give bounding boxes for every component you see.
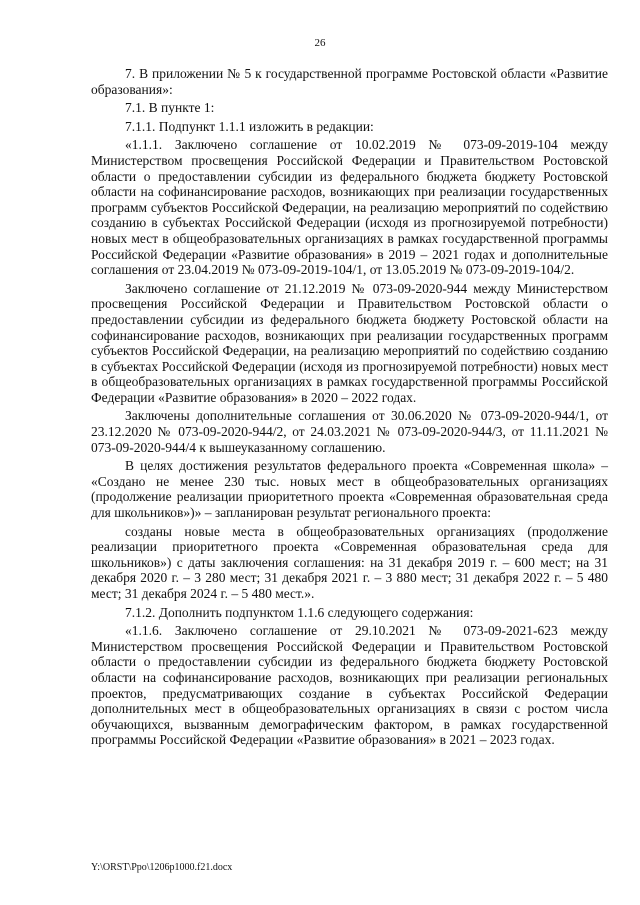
paragraph: «1.1.6. Заключено соглашение от 29.10.2021 № 073-09-2021-623 между Министерством просвещения Российской Федерации и Правительством Ростовской области о предоставлении субсидии из федерального бюджета бюджету Ростовской области на софинансирование расходов, возникающих при реализации региональных проектов, предусматривающих создание в субъектах Российской Федерации дополнительных мест в общеобразовательных организациях в связи с ростом числа обучающихся, вызванным демографическим фактором, в рамках государственной программы Российской Федерации «Развитие образования» в 2021 – 2023 годах. xyxy=(91,623,608,748)
paragraph: созданы новые места в общеобразовательных организациях (продолжение реализации приоритетного проекта «Современная образовательная среда для школьников») с даты заключения соглашения: на 31 декабря 2019 г. – 600 мест; на 31 декабря 2020 г. – 3 280 мест; 31 декабря 2021 г. – 3 880 мест; 31 декабря 2022 г. – 5 480 мест; 31 декабря 2024 г. – 5 480 мест.». xyxy=(91,523,608,601)
paragraph: 7.1.1. Подпункт 1.1.1 изложить в редакции: xyxy=(125,118,374,134)
paragraph: 7.1.2. Дополнить подпунктом 1.1.6 следующего содержания: xyxy=(125,604,474,620)
paragraph: Заключено соглашение от 21.12.2019 № 073-09-2020-944 между Министерством просвещения Российской Федерации и Правительством Ростовской области о предоставлении субсидии из федерального бюджета бюджету Ростовской области на софинансирование расходов, возникающих при реализации государственных программ субъектов Российской Федерации, на реализацию мероприятий по содействию созданию в субъектах Российской Федерации (исходя из прогнозируемой потребности) новых мест в общеобразовательных организациях в рамках государственной программы Российской Федерации «Развитие образования» в 2020 – 2022 годах. xyxy=(91,280,608,405)
file-path-footer: Y:\ORST\Ppo\1206p1000.f21.docx xyxy=(91,862,233,873)
paragraph: В целях достижения результатов федерального проекта «Современная школа» – «Создано не менее 230 тыс. новых мест в общеобразовательных организациях (продолжение реализации приоритетного проекта «Современная образовательная среда для школьников»)» – запланирован результат регионального проекта: xyxy=(91,458,608,521)
paragraph: Заключены дополнительные соглашения от 30.06.2020 № 073-09-2020-944/1, от 23.12.2020 № 073-09-2020-944/2, от 24.03.2021 № 073-09-2020-944/3, от 11.11.2021 № 073-09-2020-944/4 к вышеуказанному соглашению. xyxy=(91,408,608,455)
paragraph: «1.1.1. Заключено соглашение от 10.02.2019 № 073-09-2019-104 между Министерством просвещения Российской Федерации и Правительством Ростовской области о предоставлении субсидии из федерального бюджета бюджету Ростовской области на софинансирование расходов, возникающих при реализации государственных программ субъектов Российской Федерации, на реализацию мероприятий по содействию созданию в субъектах Российской Федерации (исходя из прогнозируемой потребности) новых мест в общеобразовательных организациях в рамках государственной программы Российской Федерации «Развитие образования» в 2019 – 2021 годах и дополнительные соглашения от 23.04.2019 № 073-09-2019-104/1, от 13.05.2019 № 073-09-2019-104/2. xyxy=(91,137,608,278)
document-body xyxy=(91,66,608,751)
page-number: 26 xyxy=(314,37,326,49)
paragraph: 7. В приложении № 5 к государственной программе Ростовской области «Развитие образования»: xyxy=(91,66,608,97)
paragraph: 7.1. В пункте 1: xyxy=(125,100,215,116)
